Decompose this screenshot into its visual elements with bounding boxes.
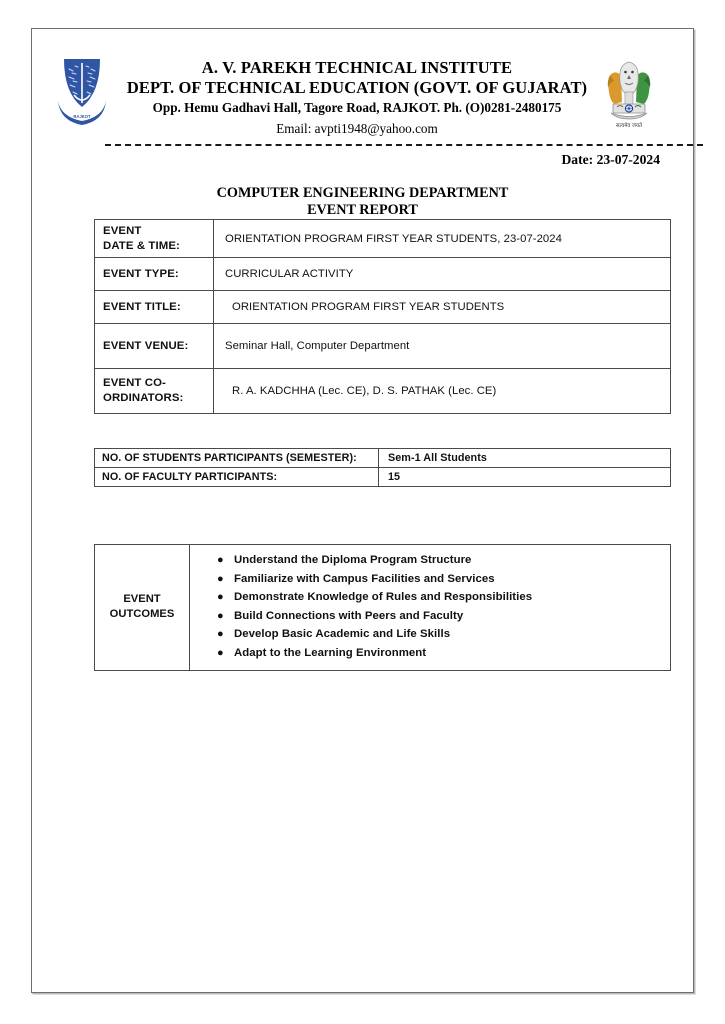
header-divider xyxy=(105,144,703,146)
list-item xyxy=(217,625,664,644)
institute-address: Opp. Hemu Gadhavi Hall, Tagore Road, RAJKOT. Ph. (O)0281-2480175 xyxy=(152,100,562,115)
table-row xyxy=(95,220,671,258)
bullet-icon: ● xyxy=(217,591,224,604)
bullet-icon: ● xyxy=(217,609,224,622)
event-type-label: EVENT TYPE: xyxy=(95,258,214,291)
event-datetime-value: ORIENTATION PROGRAM FIRST YEAR STUDENTS, 23-07-2024 xyxy=(214,220,671,258)
list-item xyxy=(217,551,664,570)
emblem-motto-text: सत्यमेव जयते xyxy=(615,123,643,129)
table-row xyxy=(95,449,671,468)
table-row xyxy=(95,545,671,671)
svg-text:RAJKOT: RAJKOT xyxy=(73,114,91,119)
students-participants-label: NO. OF STUDENTS PARTICIPANTS (SEMESTER): xyxy=(95,449,379,468)
list-item-text: Understand the Diploma Program Structure xyxy=(234,554,472,566)
event-details-table xyxy=(94,219,671,414)
department-name: DEPT. OF TECHNICAL EDUCATION (GOVT. OF GUJARAT) xyxy=(126,78,588,97)
event-title-label: EVENT TITLE: xyxy=(95,291,214,324)
label-line-1: EVENT CO- xyxy=(103,377,166,389)
table-row xyxy=(95,258,671,291)
event-outcomes-body xyxy=(190,545,671,671)
label-line-1: EVENT xyxy=(123,593,161,606)
event-outcomes-label xyxy=(95,545,190,671)
table-row xyxy=(95,369,671,414)
table-row xyxy=(95,468,671,487)
letterhead xyxy=(31,28,694,138)
list-item xyxy=(217,588,664,607)
bullet-icon: ● xyxy=(217,646,224,659)
event-venue-label: EVENT VENUE: xyxy=(95,324,214,369)
list-item-text: Familiarize with Campus Facilities and Services xyxy=(234,572,495,585)
label-line-2: DATE & TIME: xyxy=(103,239,180,252)
faculty-participants-value: 15 xyxy=(379,468,671,487)
event-coordinators-value: R. A. KADCHHA (Lec. CE), D. S. PATHAK (Lec. CE) xyxy=(214,369,671,414)
list-item xyxy=(217,644,664,663)
bullet-icon: ● xyxy=(217,554,224,566)
institute-name: A. V. PAREKH TECHNICAL INSTITUTE xyxy=(201,58,513,77)
faculty-participants-label: NO. OF FACULTY PARTICIPANTS: xyxy=(95,468,379,487)
page-content xyxy=(31,28,694,993)
event-coordinators-label xyxy=(95,369,214,414)
outcomes-list xyxy=(198,551,664,663)
institute-email: Email: avpti1948@yahoo.com xyxy=(276,121,438,136)
event-datetime-label xyxy=(95,220,214,258)
list-item-text: Demonstrate Knowledge of Rules and Responsibilities xyxy=(234,591,533,604)
institute-crest-logo xyxy=(55,55,109,129)
list-item xyxy=(217,607,664,626)
event-outcomes-table xyxy=(94,544,671,671)
list-item-text: Build Connections with Peers and Faculty xyxy=(234,609,464,622)
report-title-line-2: EVENT REPORT xyxy=(307,202,418,218)
report-date: Date: 23-07-2024 xyxy=(561,152,660,167)
label-line-1: EVENT xyxy=(103,224,142,237)
table-row xyxy=(95,291,671,324)
report-title xyxy=(31,185,694,219)
students-participants-value: Sem-1 All Students xyxy=(379,449,671,468)
event-venue-value: Seminar Hall, Computer Department xyxy=(214,324,671,369)
list-item-text: Adapt to the Learning Environment xyxy=(234,646,427,659)
table-row xyxy=(95,324,671,369)
label-line-2: OUTCOMES xyxy=(109,608,175,621)
india-national-emblem-logo xyxy=(601,50,657,130)
list-item xyxy=(217,570,664,589)
bullet-icon: ● xyxy=(217,628,224,641)
report-title-line-1: COMPUTER ENGINEERING DEPARTMENT xyxy=(216,185,509,201)
participants-table xyxy=(94,448,671,487)
event-type-value: CURRICULAR ACTIVITY xyxy=(214,258,671,291)
bullet-icon: ● xyxy=(217,572,224,585)
list-item-text: Develop Basic Academic and Life Skills xyxy=(234,628,451,641)
label-line-2: ORDINATORS: xyxy=(103,392,184,404)
event-title-value: ORIENTATION PROGRAM FIRST YEAR STUDENTS xyxy=(214,291,671,324)
letterhead-text xyxy=(117,58,597,139)
